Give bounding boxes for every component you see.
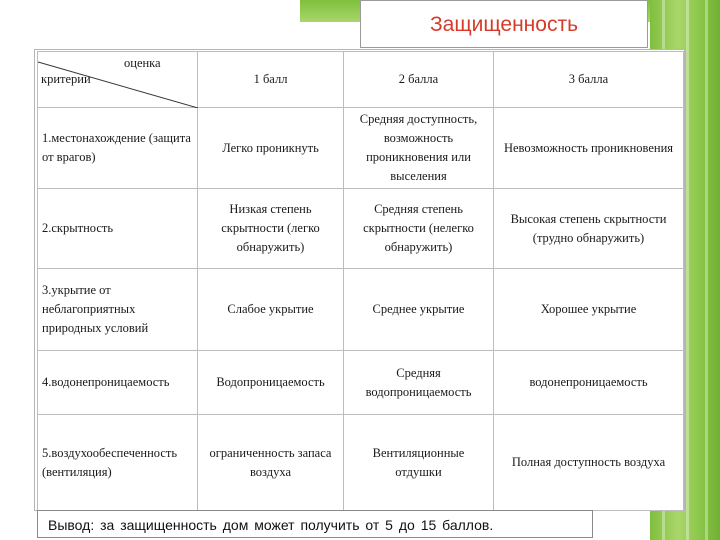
table-row [38,351,684,415]
page-title: Защищенность [429,13,579,36]
column-header: 3 балла [494,52,684,108]
score-3-cell: водонепроницаемость [494,351,684,415]
table-row [38,269,684,351]
criterion-cell: 4.водонепроницаемость [38,351,198,415]
score-3-cell: Невозможность проникновения [494,108,684,189]
score-1-cell: ограниченность запаса воздуха [198,415,344,511]
criteria-table [37,51,684,511]
criterion-cell: 1.местонахождение (защита от врагов) [38,108,198,189]
column-header: 1 балл [198,52,344,108]
score-2-cell: Среднее укрытие [344,269,494,351]
score-1-cell: Низкая степень скрытности (легко обнаружить) [198,189,344,269]
table-header-row [38,52,684,108]
criterion-cell: 2.скрытность [38,189,198,269]
score-3-cell: Полная доступность воздуха [494,415,684,511]
score-1-cell: Легко проникнуть [198,108,344,189]
score-1-cell: Водопроницаемость [198,351,344,415]
score-3-cell: Высокая степень скрытности (трудно обнаружить) [494,189,684,269]
column-header: 2 балла [344,52,494,108]
criterion-cell: 3.укрытие от неблагоприятных природных условий [38,269,198,351]
score-2-cell: Вентиляционные отдушки [344,415,494,511]
conclusion-box: Вывод: за защищенность дом может получить от 5 до 15 баллов. [37,510,593,538]
score-1-cell: Слабое укрытие [198,269,344,351]
criterion-cell: 5.воздухообеспеченность (вентиляция) [38,415,198,511]
corner-label-criteria: критерии [41,72,91,86]
score-3-cell: Хорошее укрытие [494,269,684,351]
score-2-cell: Средняя степень скрытности (нелегко обнаружить) [344,189,494,269]
title-box [360,0,648,48]
score-2-cell: Средняя доступность, возможность проникновения или выселения [344,108,494,189]
score-2-cell: Средняя водопроницаемость [344,351,494,415]
table-row [38,415,684,511]
corner-label-score: оценка [124,56,161,70]
corner-header-cell [38,52,198,108]
table-row [38,189,684,269]
table-row [38,108,684,189]
